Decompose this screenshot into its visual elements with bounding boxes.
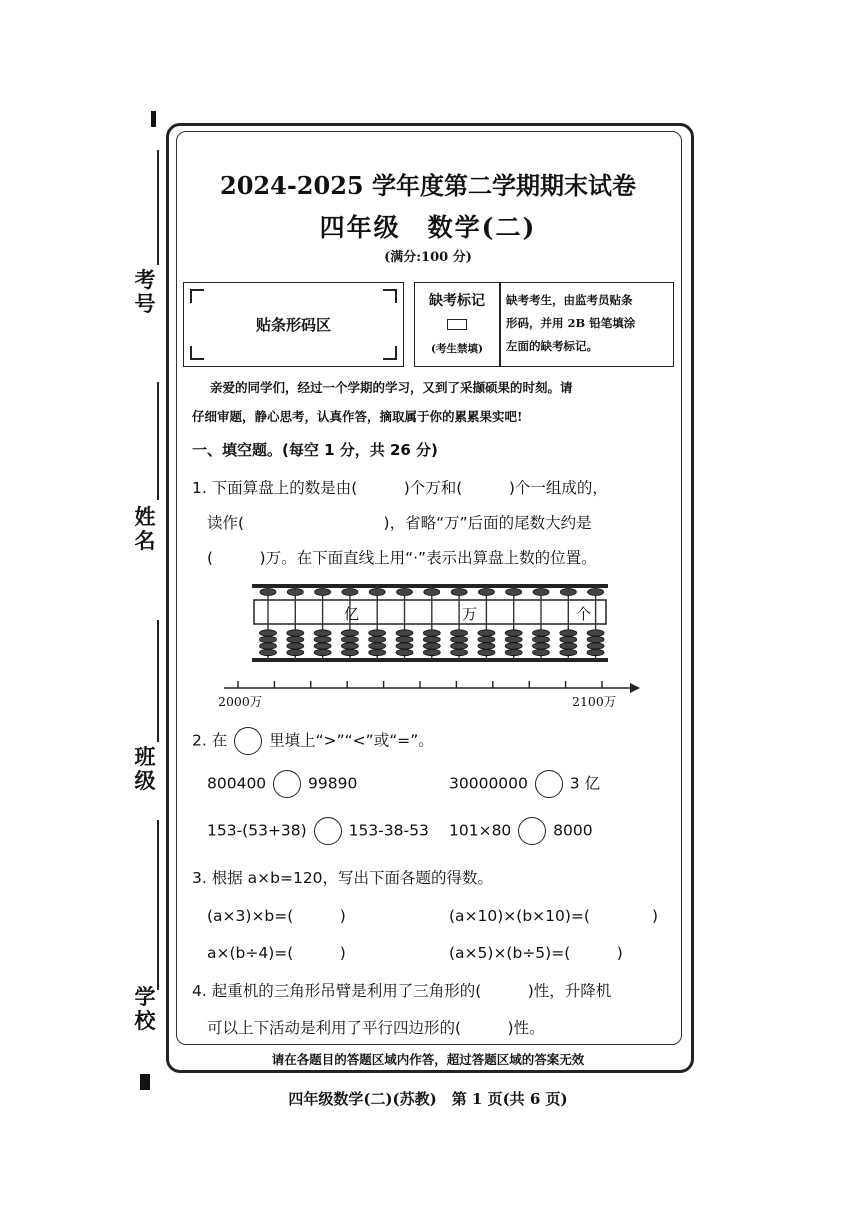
- abacus-lower-bead: [423, 636, 440, 642]
- abacus-lower-bead: [314, 636, 331, 642]
- barcode-area: [183, 282, 404, 367]
- abacus-lower-bead: [314, 649, 331, 655]
- abacus-lower-bead: [260, 630, 277, 636]
- abacus-upper-bead: [315, 589, 331, 596]
- abacus-lower-bead: [314, 643, 331, 649]
- abacus-lower-bead: [560, 649, 577, 655]
- abacus: [252, 582, 608, 664]
- abacus-lower-bead: [533, 630, 550, 636]
- abacus-lower-bead: [451, 643, 468, 649]
- corner-br: [383, 346, 397, 360]
- q2-item-4-answer-circle[interactable]: [518, 817, 546, 845]
- section-heading: 一、填空题。(每空 1 分，共 26 分): [192, 441, 438, 459]
- number-line-start: 2000万: [218, 694, 263, 709]
- q2-item-3-left: 153-(53+38): [207, 821, 307, 840]
- q2-item-1-left: 800400: [207, 774, 267, 793]
- abacus-upper-bead: [260, 589, 276, 596]
- abacus-lower-bead: [341, 649, 358, 655]
- abacus-upper-bead: [533, 589, 549, 596]
- q1-line-2: 读作( )，省略“万”后面的尾数大约是: [207, 514, 592, 532]
- q1-line-3: ( )万。在下面直线上用“·”表示出算盘上数的位置。: [207, 549, 597, 567]
- q1-line-1: 1. 下面算盘上的数是由( )个万和( )个一组成的，: [192, 479, 608, 497]
- class-label: 班级: [134, 745, 156, 793]
- q2-item-4-left: 101×80: [449, 821, 512, 840]
- abacus-label-yi: 亿: [344, 605, 360, 623]
- abacus-lower-bead: [451, 636, 468, 642]
- q3-item-2: (a×10)×(b×10)=( ): [449, 907, 659, 925]
- abacus-lower-bead: [451, 649, 468, 655]
- q3-item-1: (a×3)×b=( ): [207, 907, 346, 925]
- q2-suffix: 里填上“>”“<”或“=”。: [269, 731, 434, 750]
- abacus-upper-bead: [424, 589, 440, 596]
- abacus-lower-bead: [587, 643, 604, 649]
- abacus-lower-bead: [587, 630, 604, 636]
- class-line: [157, 620, 159, 742]
- school-label: 学校: [134, 985, 156, 1033]
- q2-item-3-right: 153-38-53: [348, 821, 429, 840]
- absent-instruction-1: 缺考考生，由监考员贴条: [506, 293, 633, 307]
- q2-item-4: [449, 817, 593, 845]
- abacus-lower-bead: [341, 630, 358, 636]
- school-line: [157, 820, 159, 990]
- q2-item-3-answer-circle[interactable]: [314, 817, 342, 845]
- abacus-lower-bead: [260, 636, 277, 642]
- abacus-lower-bead: [505, 643, 522, 649]
- abacus-upper-bead: [342, 589, 358, 596]
- q2-prefix: 2. 在: [192, 731, 228, 750]
- abacus-lower-bead: [287, 630, 304, 636]
- abacus-lower-bead: [587, 649, 604, 655]
- name-label: 姓名: [134, 505, 156, 553]
- q2-item-2-right: 3 亿: [569, 774, 601, 793]
- abacus-lower-bead: [287, 643, 304, 649]
- abacus-lower-bead: [451, 630, 468, 636]
- abacus-lower-bead: [533, 649, 550, 655]
- abacus-upper-bead: [506, 589, 522, 596]
- answer-area-note: 请在各题目的答题区域内作答，超过答题区域的答案无效: [271, 1052, 585, 1067]
- q2-item-2-left: 30000000: [449, 774, 528, 793]
- barcode-label: 贴条形码区: [255, 316, 331, 334]
- exam-no-label: 考号: [134, 268, 156, 316]
- abacus-lower-bead: [314, 630, 331, 636]
- abacus-lower-bead: [505, 636, 522, 642]
- abacus-lower-bead: [341, 636, 358, 642]
- full-score: (满分:100 分): [384, 250, 472, 265]
- q2-item-2-answer-circle[interactable]: [535, 770, 563, 798]
- abacus-lower-bead: [396, 649, 413, 655]
- name-line: [157, 382, 159, 500]
- exam-title: 2024-2025 学年度第二学期期末试卷: [220, 171, 636, 200]
- abacus-lower-bead: [560, 630, 577, 636]
- abacus-lower-bead: [260, 649, 277, 655]
- abacus-lower-bead: [260, 643, 277, 649]
- absent-mark-box: [414, 282, 674, 367]
- abacus-label-wan: 万: [462, 605, 478, 623]
- absent-instruction-2: 形码，并用 2B 铅笔填涂: [506, 316, 636, 330]
- registration-mark-top: [151, 111, 156, 127]
- absent-note: (考生禁填): [431, 343, 483, 355]
- abacus-lower-bead: [478, 636, 495, 642]
- q2-stem: [192, 727, 434, 755]
- abacus-upper-bead: [451, 589, 467, 596]
- abacus-lower-bead: [396, 643, 413, 649]
- absent-title: 缺考标记: [429, 293, 485, 309]
- q2-item-4-right: 8000: [553, 821, 593, 840]
- q2-example-circle: [234, 727, 262, 755]
- q3-stem: 3. 根据 a×b=120，写出下面各题的得数。: [192, 869, 494, 887]
- q2-item-1-right: 99890: [308, 774, 358, 793]
- corner-tr: [383, 289, 397, 303]
- q4-line-2: 可以上下活动是利用了平行四边形的( )性。: [207, 1019, 545, 1037]
- abacus-upper-bead: [287, 589, 303, 596]
- exam-subtitle: 四年级 数学(二): [319, 213, 537, 242]
- abacus-upper-bead: [397, 589, 413, 596]
- abacus-lower-bead: [396, 630, 413, 636]
- abacus-upper-bead: [369, 589, 385, 596]
- abacus-drawing: [252, 582, 608, 664]
- abacus-lower-bead: [505, 649, 522, 655]
- abacus-lower-bead: [533, 643, 550, 649]
- abacus-lower-bead: [560, 643, 577, 649]
- exam-no-line: [157, 150, 159, 265]
- abacus-upper-bead: [478, 589, 494, 596]
- corner-bl: [190, 346, 204, 360]
- abacus-lower-bead: [423, 630, 440, 636]
- abacus-lower-bead: [478, 649, 495, 655]
- absent-checkbox[interactable]: [447, 319, 467, 330]
- abacus-lower-bead: [287, 649, 304, 655]
- abacus-lower-bead: [341, 643, 358, 649]
- q4-line-1: 4. 起重机的三角形吊臂是利用了三角形的( )性，升降机: [192, 982, 612, 1000]
- q2-item-3: [207, 817, 429, 845]
- abacus-lower-bead: [533, 636, 550, 642]
- abacus-lower-bead: [478, 643, 495, 649]
- intro-line-1: 亲爱的同学们，经过一个学期的学习，又到了采撷硕果的时刻。请: [210, 380, 573, 395]
- number-line-end: 2100万: [572, 694, 617, 709]
- abacus-upper-bead: [560, 589, 576, 596]
- corner-tl: [190, 289, 204, 303]
- abacus-lower-bead: [369, 630, 386, 636]
- absent-divider: [499, 283, 501, 366]
- abacus-lower-bead: [369, 643, 386, 649]
- abacus-lower-bead: [369, 649, 386, 655]
- abacus-lower-bead: [369, 636, 386, 642]
- abacus-lower-bead: [560, 636, 577, 642]
- absent-instruction-3: 左面的缺考标记。: [506, 339, 598, 353]
- q3-item-3: a×(b÷4)=( ): [207, 944, 346, 962]
- abacus-lower-bead: [287, 636, 304, 642]
- page-footer: 四年级数学(二)(苏教) 第 1 页(共 6 页): [288, 1090, 568, 1108]
- q2-item-2: [449, 770, 600, 798]
- q3-item-4: (a×5)×(b÷5)=( ): [449, 944, 623, 962]
- abacus-lower-bead: [505, 630, 522, 636]
- abacus-lower-bead: [478, 630, 495, 636]
- abacus-upper-bead: [588, 589, 604, 596]
- abacus-lower-bead: [396, 636, 413, 642]
- abacus-label-ge: 个: [576, 605, 592, 623]
- abacus-lower-bead: [423, 643, 440, 649]
- abacus-lower-bead: [587, 636, 604, 642]
- registration-mark-bottom: [140, 1074, 150, 1090]
- abacus-lower-bead: [423, 649, 440, 655]
- intro-line-2: 仔细审题，静心思考，认真作答，摘取属于你的累累果实吧!: [192, 409, 523, 424]
- q2-item-1: [207, 770, 357, 798]
- q2-item-1-answer-circle[interactable]: [273, 770, 301, 798]
